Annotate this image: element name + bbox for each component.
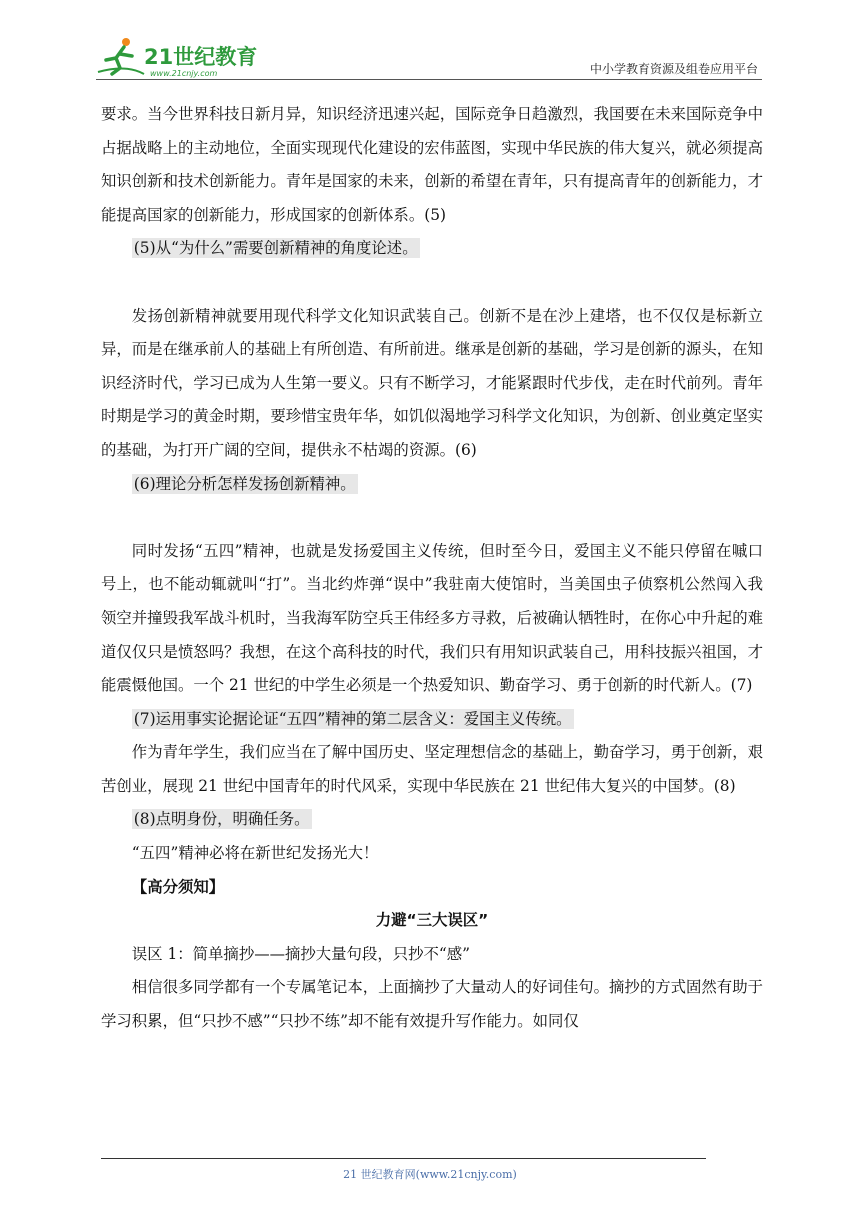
last-paragraph: 相信很多同学都有一个专属笔记本，上面摘抄了大量动人的好词佳句。摘抄的方式固然有助于学习积累，但“只抄不感”“只抄不练”却不能有效提升写作能力。如同仅	[101, 978, 763, 1031]
page-header	[96, 30, 762, 78]
platform-name: 中小学教育资源及组卷应用平台	[589, 62, 758, 76]
closing-line: “五四”精神必将在新世纪发扬光大！	[131, 844, 379, 863]
subtitle: 力避“三大误区”	[375, 911, 489, 930]
paragraph-6: 发扬创新精神就要用现代科学文化知识武装自己。创新不是在沙上建塔，也不仅仅是标新立异，而是在继承前人的基础上有所创造、有所前进。继承是创新的基础，学习是创新的源头，在知识经济时代，学习已成为人生第一要义。只有不断学习，才能紧跟时代步伐，走在时代前列。青年时期是学习的黄金时期，要珍惜宝贵年华，如饥似渴地学习科学文化知识，为创新、创业奠定坚实的基础，为打开广阔的空间，提供永不枯竭的资源。(6)	[101, 306, 763, 459]
logo-url: www.21cnjy.com	[150, 69, 218, 78]
annotation-5	[101, 232, 763, 266]
annotation-6-text: (6)理论分析怎样发扬创新精神。	[133, 474, 356, 493]
logo-text: 21世纪教育	[144, 45, 258, 69]
misconception-1: 误区 1：简单摘抄——摘抄大量句段，只抄不“感”	[131, 944, 471, 963]
footer-text: 21 世纪教育网(www.21cnjy.com)	[343, 1168, 517, 1181]
annotation-7	[101, 703, 763, 737]
paragraph-5-end: 要求。当今世界科技日新月异，知识经济迅速兴起，国际竞争日趋激烈，我国要在未来国际竞争中占据战略上的主动地位，全面实现现代化建设的宏伟蓝图，实现中华民族的伟大复兴，就必须提高知识创新和技术创新能力。青年是国家的未来，创新的希望在青年，只有提高青年的创新能力，才能提高国家的创新能力，形成国家的创新体系。(5)	[101, 105, 763, 224]
annotation-7-text: (7)运用事实论据论证“五四”精神的第二层含义：爱国主义传统。	[133, 709, 572, 728]
paragraph-8: 作为青年学生，我们应当在了解中国历史、坚定理想信念的基础上，勤奋学习，勇于创新，艰苦创业，展现 21 世纪中国青年的时代风采，实现中华民族在 21 世纪伟大复兴的中国梦。(8)	[101, 743, 763, 795]
annotation-5-text: (5)从“为什么”需要创新精神的角度论述。	[133, 239, 418, 258]
logo-icon	[96, 34, 266, 78]
header-divider	[96, 79, 762, 80]
section-title: 【高分须知】	[131, 877, 225, 896]
annotation-8	[101, 803, 763, 837]
annotation-6	[101, 468, 763, 502]
paragraph-7: 同时发扬“五四”精神，也就是发扬爱国主义传统，但时至今日，爱国主义不能只停留在嘁口号上，也不能动辄就叫“打”。当北约炸弹“误中”我驻南大使馆时，当美国虫子侦察机公然闯入我领空并撞毁我军战斗机时，当我海军防空兵王伟经多方寻救，后被确认牺牲时，在你心中升起的难道仅仅只是愤怒吗？我想，在这个高科技的时代，我们只有用知识武装自己，用科技振兴祖国，才能震慑他国。一个 21 世纪的中学生必须是一个热爱知识、勤奋学习、勇于创新的时代新人。(7)	[101, 541, 763, 695]
footer-divider	[101, 1158, 706, 1159]
document-body	[101, 98, 763, 1039]
annotation-8-text: (8)点明身份，明确任务。	[133, 810, 310, 829]
